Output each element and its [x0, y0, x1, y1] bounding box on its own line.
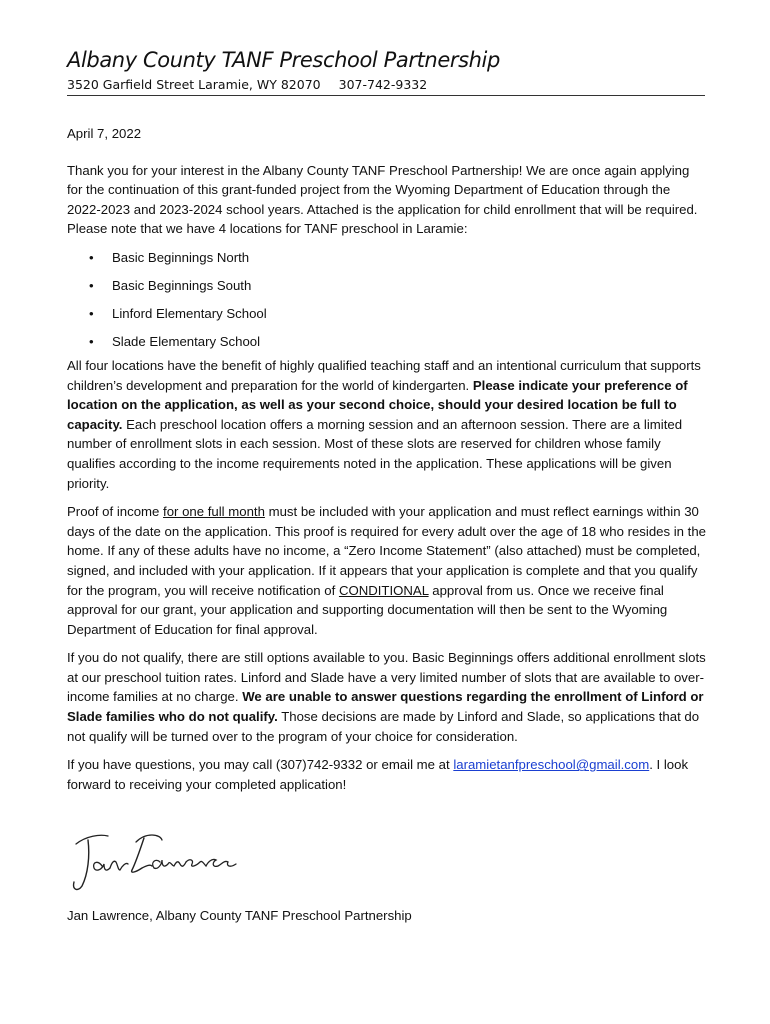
location-preference-paragraph	[67, 356, 707, 493]
text-run: If you do not qualify, there are still options available to you. Basic Beginnings offers additional enrollment slots at our preschool tuition rates. Linford and Slade have a very limited number of slots that are available to over-income families at no charge.	[67, 650, 706, 705]
text-run: approval from us. Once we receive final approval for our grant, your application and supporting documentation will then be sent to the Wyoming Department of Education for final approval.	[67, 582, 668, 637]
organization-address-line	[67, 76, 705, 96]
handwritten-signature	[66, 826, 246, 898]
text-run: Each preschool location offers a morning session and an afternoon session. There are a limited number of enrollment slots in each session. Most of these slots are reserved for children whose family qualifies according to the income requirements noted in the application. These applications will be given priority.	[67, 416, 683, 491]
text-run: If you have questions, you may call (307)742-9332 or email me at	[67, 757, 454, 773]
text-run: . I look forward to receiving your completed application!	[67, 757, 689, 792]
list-item	[67, 304, 707, 332]
letter-body	[67, 124, 707, 803]
bullet-icon: •	[89, 305, 94, 321]
emphasis-text: We are unable to answer questions regarding the enrollment of Linford or Slade families who do not qualify.	[67, 689, 704, 725]
underlined-text: CONDITIONAL	[338, 582, 429, 598]
text-run: Proof of income	[67, 504, 164, 520]
underlined-text: for one full month	[163, 504, 265, 520]
bullet-icon: •	[89, 249, 94, 265]
text-run: Those decisions are made by Linford and Slade, so applications that do not qualify will be turned over to the program of your choice for consideration.	[67, 709, 700, 744]
options-paragraph	[67, 648, 707, 746]
list-item	[67, 276, 707, 304]
text-run: must be included with your application and must reflect earnings within 30 days of the date on the application. This proof is required for every adult over the age of 18 who resides in the home. If any of these adults have no income, a “Zero Income Statement” (also attached) must be completed, signed, and included with your application. If it appears that your application is complete and that you qualify for the program, you will receive notification of	[67, 504, 707, 598]
organization-name: Albany County TANF Preschool Partnership	[67, 48, 500, 72]
list-item	[67, 248, 707, 276]
bullet-icon: •	[89, 277, 94, 293]
location-name: Basic Beginnings North	[112, 249, 250, 265]
intro-paragraph: Thank you for your interest in the Albany County TANF Preschool Partnership! We are once again applying for the continuation of this grant-funded project from the Wyoming Department of Education through the 2022-2023 and 2023-2024 school years. Attached is the application for child enrollment that will be required. Please note that we have 4 locations for TANF preschool in Laramie:	[67, 162, 698, 237]
email-link[interactable]: laramietanfpreschool@gmail.com	[453, 757, 650, 773]
text-run: All four locations have the benefit of highly qualified teaching staff and an intentional curriculum that supports children’s development and preparation for the world of kindergarten.	[67, 357, 701, 393]
letterhead	[67, 46, 705, 96]
street-address: 3520 Garfield Street Laramie, WY 82070	[67, 77, 321, 92]
location-name: Linford Elementary School	[112, 305, 267, 321]
locations-list	[67, 248, 707, 356]
phone-number: 307-742-9332	[338, 77, 428, 92]
letter-date: April 7, 2022	[67, 126, 142, 141]
location-name: Basic Beginnings South	[112, 277, 252, 293]
signer-name: Jan Lawrence, Albany County TANF Preschool Partnership	[67, 908, 412, 923]
bullet-icon: •	[89, 333, 94, 349]
location-name: Slade Elementary School	[112, 333, 261, 349]
contact-paragraph	[67, 755, 707, 794]
list-item	[67, 332, 707, 356]
proof-of-income-paragraph	[67, 502, 707, 639]
emphasis-text: Please indicate your preference of location on the application, as well as your second choice, should your desired location be full to capacity.	[67, 377, 688, 432]
